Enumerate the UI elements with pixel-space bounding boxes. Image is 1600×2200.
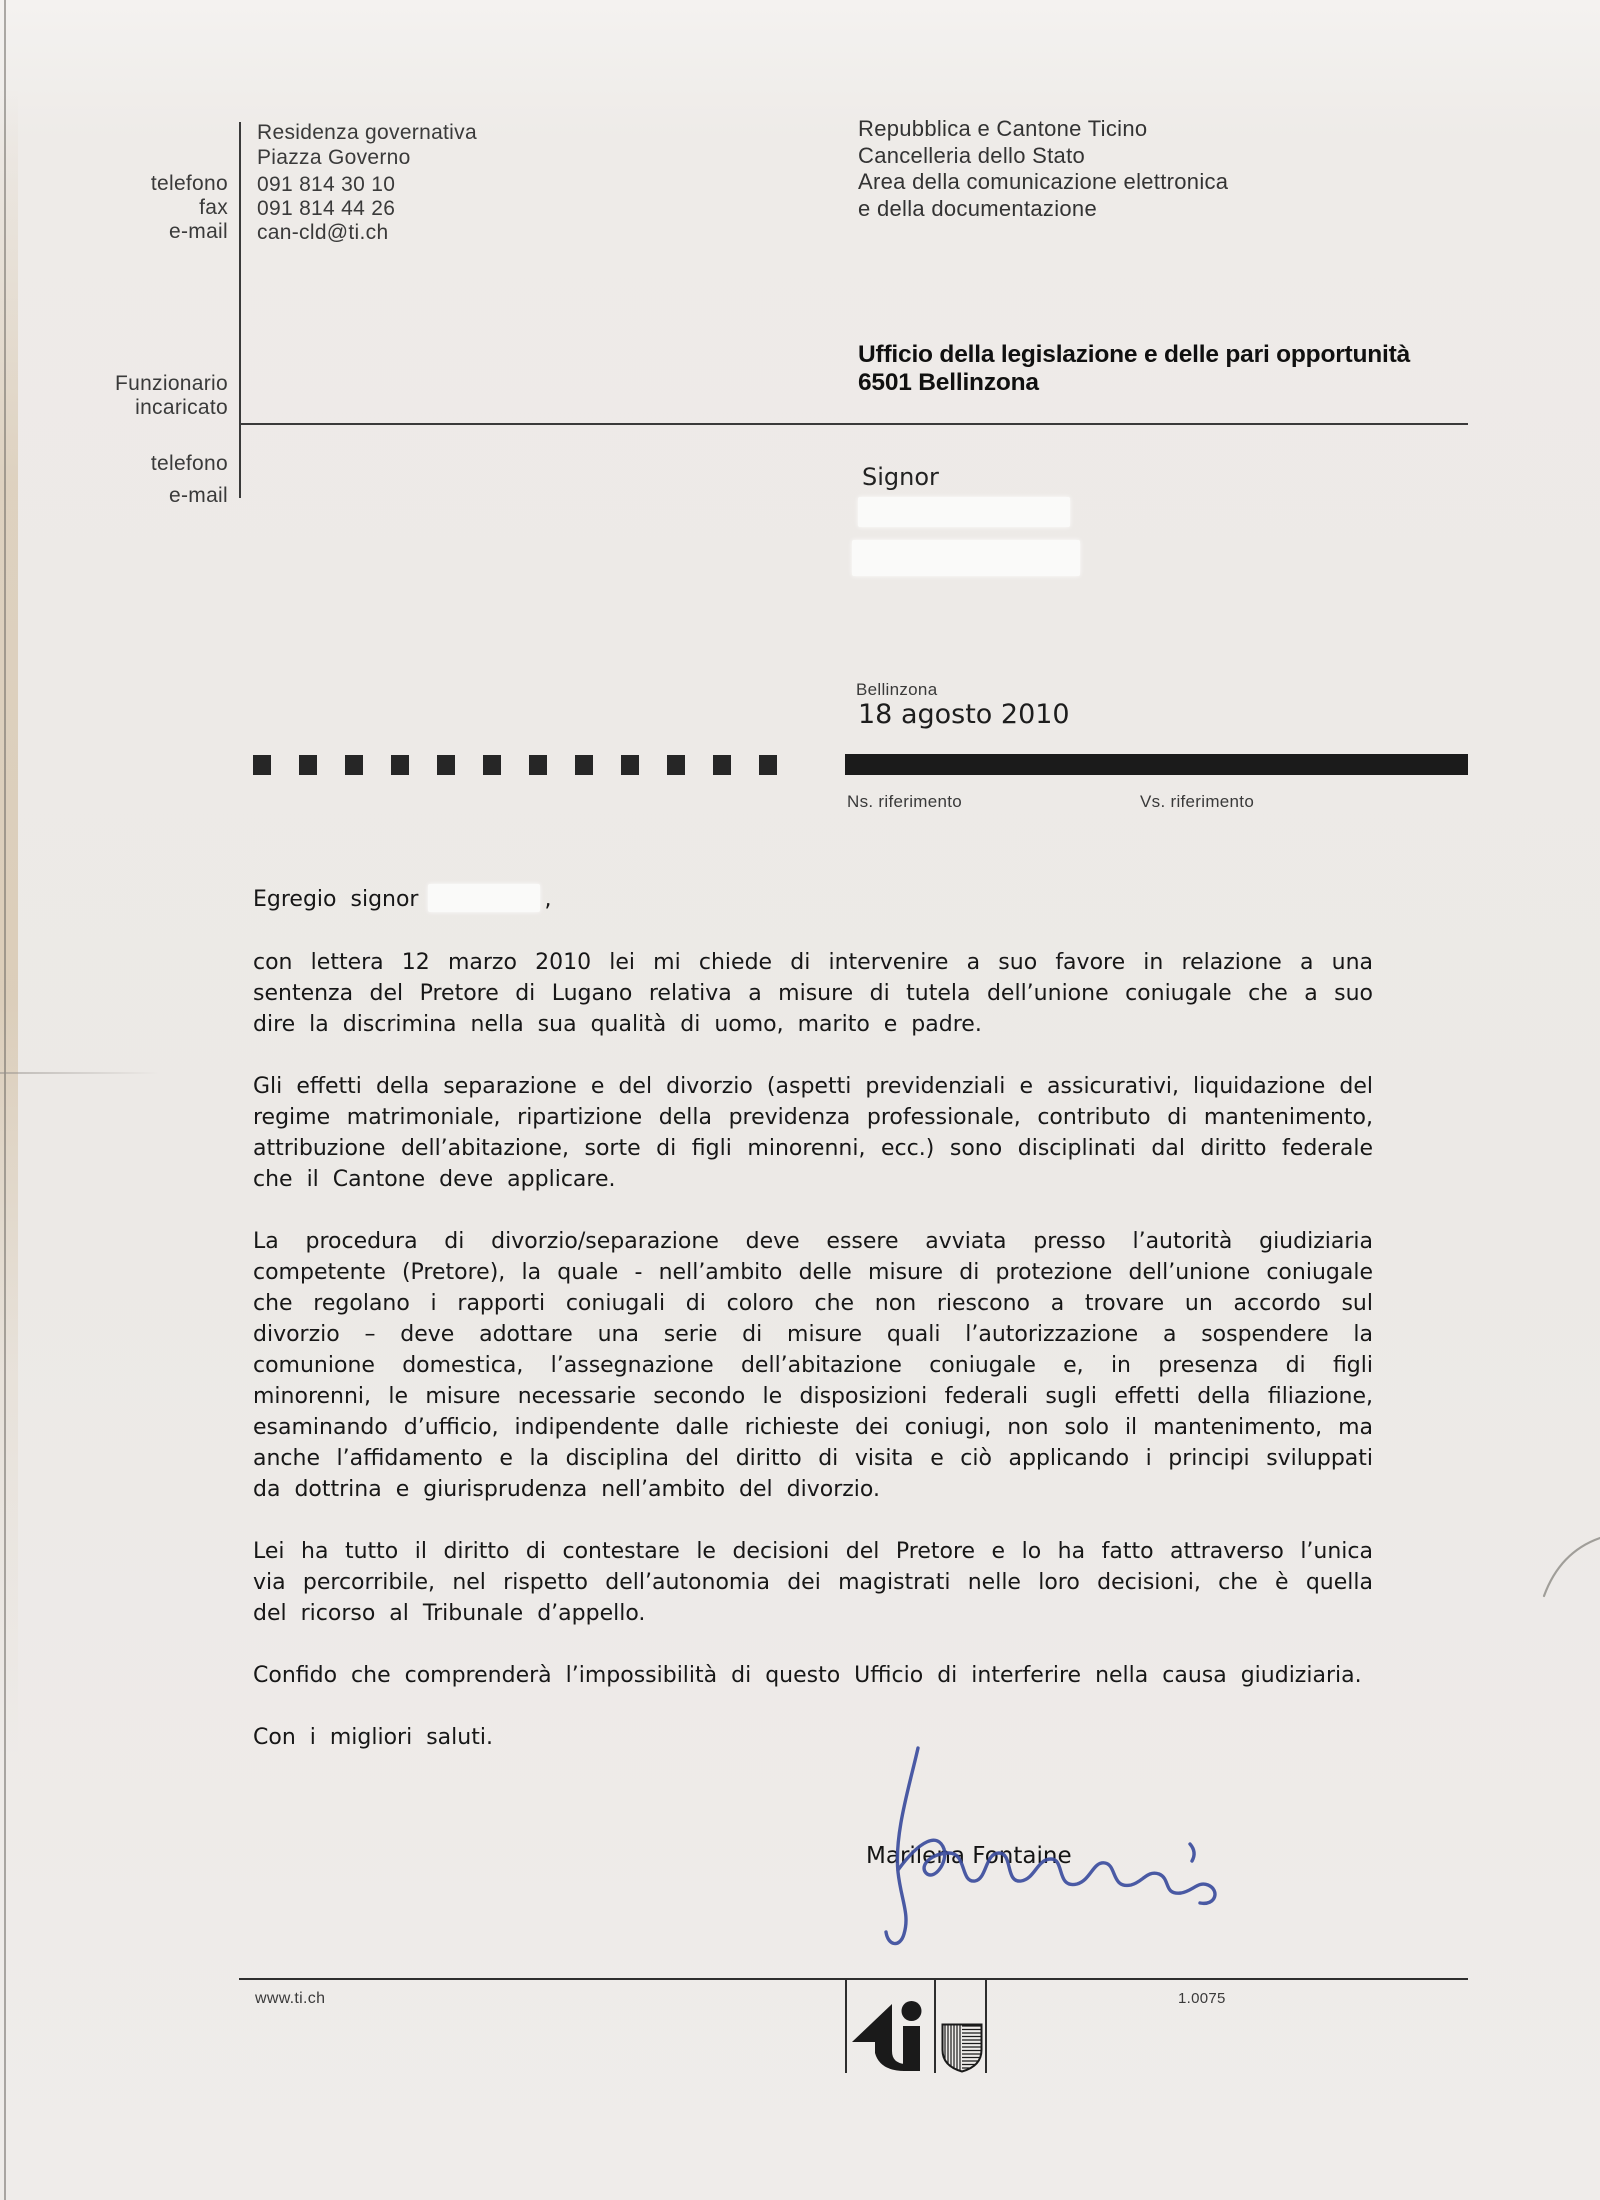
separator-square xyxy=(621,755,639,775)
signer-name: Marilena Fontaine xyxy=(866,1843,1072,1869)
address-separator-rule xyxy=(239,423,1468,425)
sender-header xyxy=(858,116,1228,222)
label-incaricato: incaricato xyxy=(135,396,228,419)
ticino-coat-of-arms-shield xyxy=(941,2023,983,2073)
label-email: e-mail xyxy=(169,220,228,243)
your-reference-label: Vs. riferimento xyxy=(1140,792,1255,811)
issuing-office-city: 6501 Bellinzona xyxy=(858,369,1039,396)
salutation-text: Egregio signor xyxy=(253,887,419,912)
redacted-salutation-name xyxy=(428,884,540,912)
separator-square xyxy=(253,755,271,775)
date-place: Bellinzona xyxy=(856,680,938,699)
footer-website: www.ti.ch xyxy=(255,1990,326,2007)
logo-divider-right xyxy=(985,1978,987,2073)
recipient-title: Signor xyxy=(862,463,939,491)
residence-line-2: Piazza Governo xyxy=(257,146,411,169)
separator-square xyxy=(667,755,685,775)
footer-rule xyxy=(239,1978,1468,1980)
separator-square xyxy=(483,755,501,775)
sender-line-1: Repubblica e Cantone Ticino xyxy=(858,116,1148,141)
residence-line-1: Residenza governativa xyxy=(257,121,477,144)
letterhead-vertical-divider xyxy=(239,122,241,498)
redacted-recipient-name xyxy=(858,497,1070,527)
paragraph-2: Gli effetti della separazione e del divorzio (aspetti previdenziali e assicurativi, liquidazione del regime matrimoniale, ripartizione della previdenza professionale, contributo di mantenimento, attribuzione dell’abitazione, sorte di figli minorenni, ecc.) sono disciplinati dal diritto federale che il Cantone deve applicare. xyxy=(253,1074,1373,1192)
separator-squares-row xyxy=(253,755,777,775)
paper-fold-crease xyxy=(0,1072,160,1074)
label-telefono: telefono xyxy=(150,172,228,195)
salutation-line xyxy=(253,884,1373,916)
separator-square xyxy=(713,755,731,775)
footer-form-code: 1.0075 xyxy=(1178,1990,1226,2007)
handwritten-signature xyxy=(838,1742,1258,1962)
label-funzionario: Funzionario xyxy=(114,372,228,395)
sender-line-2: Cancelleria dello Stato xyxy=(858,142,1086,168)
letter-body xyxy=(253,884,1373,1753)
redacted-recipient-address xyxy=(852,540,1080,576)
label-telefono-2: telefono xyxy=(150,452,228,475)
paragraph-4: Lei ha tutto il diritto di contestare le decisioni del Pretore e lo ha fatto attraverso l’unica via percorribile, nel rispetto dell’autonomia dei magistrati nelle loro decisioni, che è quella del ricorso al Tribunale d’appello. xyxy=(253,1539,1373,1626)
closing-line: Con i migliori saluti. xyxy=(253,1725,493,1750)
separator-square xyxy=(437,755,455,775)
separator-square xyxy=(345,755,363,775)
reference-black-bar xyxy=(845,754,1468,775)
label-fax: fax xyxy=(199,196,228,219)
paragraph-5: Confido che comprenderà l’impossibilità di questo Ufficio di interferire nella causa giudiziaria. xyxy=(253,1663,1362,1688)
separator-square xyxy=(529,755,547,775)
our-reference-label: Ns. riferimento xyxy=(847,792,963,811)
scan-edge-line xyxy=(4,0,6,2200)
label-email-2: e-mail xyxy=(169,484,228,507)
email-address: can-cld@ti.ch xyxy=(257,221,389,244)
issuing-office-name: Ufficio della legislazione e delle pari opportunità xyxy=(858,341,1411,368)
logo-divider-left xyxy=(845,1978,847,2073)
separator-square xyxy=(391,755,409,775)
paper-crease-mark xyxy=(1530,1532,1600,1604)
phone-number: 091 814 30 10 xyxy=(257,173,396,196)
ticino-ti-logo xyxy=(850,2001,924,2073)
separator-square xyxy=(299,755,317,775)
scan-edge-tint xyxy=(0,0,18,2200)
paragraph-3: La procedura di divorzio/separazione deve essere avviata presso l’autorità giudiziaria competente (Pretore), la quale - nell’ambito delle misure di protezione dell’unione coniugale che regolano i rapporti coniugali di coloro che non riescono a trovare un accordo sul divorzio – deve adottare una serie di misure quali l’autorizzazione a sospendere la comunione domestica, l’assegnazione dell’abitazione coniugale e, in presenza di figli minorenni, le misure necessarie secondo le disposizioni federali sugli effetti della filiazione, esaminando d’ufficio, indipendente dalle richieste dei coniugi, non solo il mantenimento, ma anche l’affidamento e la disciplina del diritto di visita e ciò applicando i principi sviluppati da dottrina e giurisprudenza nell’ambito del divorzio. xyxy=(253,1229,1373,1502)
paragraph-1: con lettera 12 marzo 2010 lei mi chiede di intervenire a suo favore in relazione a una sentenza del Pretore di Lugano relativa a misure di tutela dell’unione coniugale che a suo dire la discrimina nella sua qualità di uomo, marito e padre. xyxy=(253,950,1373,1037)
date-value: 18 agosto 2010 xyxy=(858,699,1070,730)
sender-line-4: e della documentazione xyxy=(858,195,1097,221)
issuing-office-block xyxy=(858,341,1410,397)
separator-square xyxy=(759,755,777,775)
logo-divider-middle xyxy=(934,1978,936,2073)
salutation-comma: , xyxy=(544,887,552,912)
fax-number: 091 814 44 26 xyxy=(257,197,396,220)
sender-line-3: Area della comunicazione elettronica xyxy=(858,169,1229,194)
separator-square xyxy=(575,755,593,775)
